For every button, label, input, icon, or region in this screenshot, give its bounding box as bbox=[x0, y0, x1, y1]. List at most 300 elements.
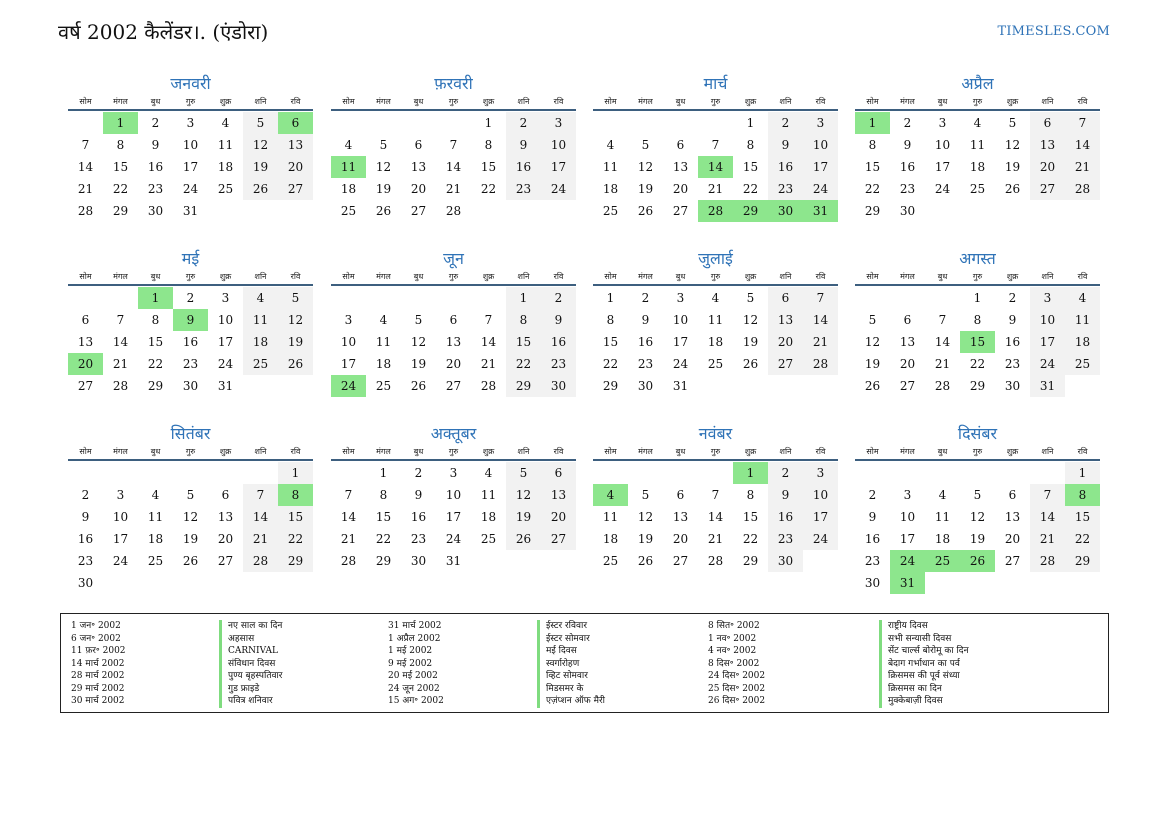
weekend-day-cell: 5 bbox=[278, 287, 313, 309]
day-cell: 16 bbox=[899, 160, 916, 174]
day-cell: 2 bbox=[151, 116, 160, 130]
day-cell: 29 bbox=[147, 379, 164, 393]
weekday-label: शनि bbox=[1041, 97, 1054, 106]
day-cell: 7 bbox=[344, 488, 353, 502]
page-title: वर्ष 2002 कैलेंडर।. (एंडोरा) bbox=[58, 20, 269, 44]
empty-cell bbox=[68, 112, 103, 134]
weekday-label: बुध bbox=[150, 447, 161, 456]
weekend-day-cell: 31 bbox=[1030, 375, 1065, 397]
weekend-day-cell: 24 bbox=[803, 528, 838, 550]
day-cell: 16 bbox=[410, 510, 427, 524]
day-cell: 3 bbox=[676, 291, 685, 305]
weekend-day-cell: 10 bbox=[803, 484, 838, 506]
day-cell: 11 bbox=[375, 335, 392, 349]
day-cell: 26 bbox=[375, 204, 392, 218]
day-cell: 18 bbox=[934, 532, 951, 546]
day-cell: 6 bbox=[221, 488, 230, 502]
holiday-dates-col-1 bbox=[71, 620, 126, 708]
day-cell: 5 bbox=[868, 313, 877, 327]
month-name: दिसंबर bbox=[957, 424, 998, 443]
day-grid bbox=[593, 112, 838, 222]
holiday-dates-col-3 bbox=[708, 620, 765, 708]
weekend-day-cell: 16 bbox=[768, 506, 803, 528]
holiday-day-cell: 1 bbox=[138, 287, 173, 309]
holiday-names-col-1 bbox=[219, 620, 282, 708]
day-cell: 22 bbox=[742, 182, 759, 196]
month-block bbox=[331, 247, 576, 397]
weekday-label: शनि bbox=[779, 97, 792, 106]
day-cell: 7 bbox=[484, 313, 493, 327]
day-cell: 12 bbox=[637, 160, 654, 174]
day-cell: 27 bbox=[77, 379, 94, 393]
holiday-day-cell: 14 bbox=[698, 156, 733, 178]
day-cell: 14 bbox=[480, 335, 497, 349]
weekend-day-cell: 28 bbox=[803, 353, 838, 375]
day-cell: 20 bbox=[672, 182, 689, 196]
day-cell: 31 bbox=[672, 379, 689, 393]
weekday-label: शुक्र bbox=[482, 447, 495, 456]
weekday-label: बुध bbox=[675, 272, 686, 281]
day-cell: 2 bbox=[641, 291, 650, 305]
day-cell: 28 bbox=[707, 554, 724, 568]
weekday-label: बुध bbox=[413, 447, 424, 456]
day-cell: 25 bbox=[707, 357, 724, 371]
day-grid bbox=[68, 287, 313, 397]
day-cell: 8 bbox=[746, 488, 755, 502]
weekend-day-cell: 5 bbox=[506, 462, 541, 484]
day-grid bbox=[593, 287, 838, 397]
day-cell: 5 bbox=[1008, 116, 1017, 130]
day-cell: 17 bbox=[445, 510, 462, 524]
weekend-day-cell: 2 bbox=[541, 287, 576, 309]
holiday-name: एज़ंप्शन ऑफ मैरी bbox=[537, 695, 605, 708]
empty-cell bbox=[103, 462, 138, 484]
holiday-date: 11 फ़र॰ 2002 bbox=[71, 646, 126, 656]
weekend-day-cell: 23 bbox=[768, 178, 803, 200]
weekday-label: मंगल bbox=[638, 97, 653, 106]
day-cell: 8 bbox=[379, 488, 388, 502]
day-cell: 11 bbox=[217, 138, 234, 152]
empty-cell bbox=[68, 287, 103, 309]
day-cell: 12 bbox=[742, 313, 759, 327]
weekday-label: बुध bbox=[937, 272, 948, 281]
day-cell: 15 bbox=[480, 160, 497, 174]
holiday-date: 25 दिस॰ 2002 bbox=[708, 683, 766, 694]
weekend-day-cell: 30 bbox=[768, 550, 803, 572]
day-cell: 30 bbox=[1004, 379, 1021, 393]
weekend-day-cell: 16 bbox=[506, 156, 541, 178]
empty-cell bbox=[663, 462, 698, 484]
day-cell: 28 bbox=[480, 379, 497, 393]
weekday-label: शुक्र bbox=[1006, 447, 1019, 456]
day-cell: 24 bbox=[672, 357, 689, 371]
day-cell: 13 bbox=[1004, 510, 1021, 524]
day-cell: 14 bbox=[77, 160, 94, 174]
day-cell: 28 bbox=[112, 379, 129, 393]
weekend-day-cell: 6 bbox=[1030, 112, 1065, 134]
weekday-label: सोम bbox=[79, 447, 92, 456]
day-cell: 18 bbox=[707, 335, 724, 349]
day-cell: 13 bbox=[217, 510, 234, 524]
weekday-label: शनि bbox=[1041, 447, 1054, 456]
holiday-date: 20 मई 2002 bbox=[388, 671, 438, 681]
holiday-date: 8 दिस॰ 2002 bbox=[708, 658, 760, 669]
day-cell: 21 bbox=[77, 182, 94, 196]
weekday-label: सोम bbox=[79, 272, 92, 281]
holiday-day-cell: 8 bbox=[278, 484, 313, 506]
day-cell: 1 bbox=[606, 291, 615, 305]
weekend-day-cell: 3 bbox=[803, 112, 838, 134]
day-grid bbox=[855, 462, 1100, 594]
day-cell: 5 bbox=[641, 138, 650, 152]
empty-cell bbox=[855, 462, 890, 484]
day-cell: 24 bbox=[112, 554, 129, 568]
holiday-name: पुण्य बृहस्पतिवार bbox=[219, 670, 282, 683]
weekend-day-cell: 30 bbox=[541, 375, 576, 397]
day-cell: 5 bbox=[973, 488, 982, 502]
day-cell: 9 bbox=[414, 488, 423, 502]
holiday-day-cell: 31 bbox=[890, 572, 925, 594]
weekday-label: गुरु bbox=[448, 447, 459, 456]
day-cell: 25 bbox=[969, 182, 986, 196]
weekend-day-cell: 1 bbox=[278, 462, 313, 484]
holiday-name: गुड फ्राइडे bbox=[219, 683, 282, 696]
weekend-day-cell: 13 bbox=[278, 134, 313, 156]
weekday-label: गुरु bbox=[185, 447, 196, 456]
holiday-day-cell: 6 bbox=[278, 112, 313, 134]
holiday-day-cell: 4 bbox=[593, 484, 628, 506]
day-cell: 27 bbox=[410, 204, 427, 218]
holiday-name: बेदाग गर्भाधान का पर्व bbox=[879, 658, 969, 671]
day-cell: 7 bbox=[449, 138, 458, 152]
month-name: जुलाई bbox=[698, 249, 733, 268]
weekday-header bbox=[331, 270, 576, 286]
month-block bbox=[855, 422, 1100, 594]
day-cell: 11 bbox=[707, 313, 724, 327]
empty-cell bbox=[628, 112, 663, 134]
day-cell: 13 bbox=[445, 335, 462, 349]
weekend-day-cell: 18 bbox=[1065, 331, 1100, 353]
day-cell: 30 bbox=[77, 576, 94, 590]
empty-cell bbox=[890, 287, 925, 309]
weekend-day-cell: 12 bbox=[278, 309, 313, 331]
day-cell: 16 bbox=[77, 532, 94, 546]
day-cell: 18 bbox=[147, 532, 164, 546]
weekend-day-cell: 15 bbox=[278, 506, 313, 528]
weekday-label: बुध bbox=[675, 447, 686, 456]
day-cell: 25 bbox=[602, 554, 619, 568]
day-cell: 6 bbox=[81, 313, 90, 327]
month-name: मार्च bbox=[703, 74, 728, 93]
day-cell: 23 bbox=[182, 357, 199, 371]
day-cell: 23 bbox=[410, 532, 427, 546]
weekend-day-cell: 2 bbox=[506, 112, 541, 134]
holiday-date: 24 जून 2002 bbox=[388, 683, 440, 694]
weekend-day-cell: 22 bbox=[1065, 528, 1100, 550]
day-cell: 25 bbox=[480, 532, 497, 546]
day-cell: 13 bbox=[672, 160, 689, 174]
weekday-label: गुरु bbox=[185, 272, 196, 281]
weekday-label: रवि bbox=[1077, 447, 1088, 456]
day-cell: 3 bbox=[186, 116, 195, 130]
weekend-day-cell: 19 bbox=[243, 156, 278, 178]
day-cell: 2 bbox=[81, 488, 90, 502]
day-cell: 17 bbox=[112, 532, 129, 546]
day-cell: 17 bbox=[934, 160, 951, 174]
day-cell: 24 bbox=[445, 532, 462, 546]
holiday-day-cell: 30 bbox=[768, 200, 803, 222]
day-cell: 25 bbox=[602, 204, 619, 218]
day-grid bbox=[855, 112, 1100, 222]
day-cell: 8 bbox=[606, 313, 615, 327]
holiday-day-cell: 26 bbox=[960, 550, 995, 572]
weekend-day-cell: 1 bbox=[506, 287, 541, 309]
weekday-header bbox=[855, 95, 1100, 111]
day-cell: 27 bbox=[1004, 554, 1021, 568]
day-cell: 13 bbox=[899, 335, 916, 349]
month-name: फ़रवरी bbox=[434, 74, 473, 93]
day-cell: 7 bbox=[938, 313, 947, 327]
day-cell: 11 bbox=[147, 510, 164, 524]
day-cell: 8 bbox=[484, 138, 493, 152]
month-block bbox=[331, 422, 576, 572]
weekday-label: सोम bbox=[342, 447, 355, 456]
day-cell: 19 bbox=[969, 532, 986, 546]
day-cell: 15 bbox=[864, 160, 881, 174]
holiday-name: मई दिवस bbox=[537, 645, 605, 658]
day-cell: 27 bbox=[217, 554, 234, 568]
day-cell: 11 bbox=[602, 510, 619, 524]
weekend-day-cell: 12 bbox=[243, 134, 278, 156]
weekend-day-cell: 10 bbox=[1030, 309, 1065, 331]
empty-cell bbox=[331, 462, 366, 484]
empty-cell bbox=[401, 287, 436, 309]
day-cell: 14 bbox=[340, 510, 357, 524]
holiday-day-cell: 1 bbox=[103, 112, 138, 134]
weekday-label: बुध bbox=[150, 97, 161, 106]
weekday-label: बुध bbox=[937, 447, 948, 456]
weekday-label: गुरु bbox=[972, 447, 983, 456]
day-cell: 18 bbox=[217, 160, 234, 174]
day-cell: 30 bbox=[182, 379, 199, 393]
weekday-label: मंगल bbox=[376, 447, 391, 456]
day-cell: 4 bbox=[151, 488, 160, 502]
day-cell: 3 bbox=[116, 488, 125, 502]
empty-cell bbox=[103, 287, 138, 309]
day-cell: 9 bbox=[641, 313, 650, 327]
weekend-day-cell: 28 bbox=[1065, 178, 1100, 200]
weekday-label: गुरु bbox=[710, 97, 721, 106]
day-cell: 19 bbox=[637, 532, 654, 546]
weekday-label: बुध bbox=[675, 97, 686, 106]
empty-cell bbox=[208, 462, 243, 484]
weekend-day-cell: 10 bbox=[541, 134, 576, 156]
weekday-header bbox=[593, 270, 838, 286]
month-block bbox=[593, 247, 838, 397]
weekend-day-cell: 24 bbox=[541, 178, 576, 200]
weekend-day-cell: 20 bbox=[541, 506, 576, 528]
weekday-label: शनि bbox=[1041, 272, 1054, 281]
weekend-day-cell: 20 bbox=[1030, 156, 1065, 178]
month-name: जनवरी bbox=[170, 74, 211, 93]
weekday-label: मंगल bbox=[900, 97, 915, 106]
day-cell: 17 bbox=[672, 335, 689, 349]
day-cell: 14 bbox=[934, 335, 951, 349]
weekend-day-cell: 16 bbox=[541, 331, 576, 353]
day-cell: 9 bbox=[903, 138, 912, 152]
weekday-label: शुक्र bbox=[744, 272, 757, 281]
day-cell: 25 bbox=[217, 182, 234, 196]
holiday-names-col-2 bbox=[537, 620, 605, 708]
weekday-label: रवि bbox=[1077, 97, 1088, 106]
weekday-label: रवि bbox=[290, 447, 301, 456]
day-cell: 23 bbox=[77, 554, 94, 568]
day-cell: 2 bbox=[903, 116, 912, 130]
weekday-label: शनि bbox=[254, 272, 267, 281]
day-cell: 12 bbox=[182, 510, 199, 524]
weekend-day-cell: 21 bbox=[1065, 156, 1100, 178]
weekday-label: सोम bbox=[79, 97, 92, 106]
weekday-header bbox=[68, 270, 313, 286]
day-cell: 5 bbox=[414, 313, 423, 327]
weekday-label: बुध bbox=[413, 272, 424, 281]
weekday-label: गुरु bbox=[972, 97, 983, 106]
day-cell: 28 bbox=[77, 204, 94, 218]
weekend-day-cell: 28 bbox=[1030, 550, 1065, 572]
day-cell: 9 bbox=[81, 510, 90, 524]
day-cell: 16 bbox=[637, 335, 654, 349]
weekday-label: बुध bbox=[150, 272, 161, 281]
day-cell: 6 bbox=[449, 313, 458, 327]
weekday-header bbox=[68, 445, 313, 461]
weekday-label: मंगल bbox=[113, 272, 128, 281]
day-cell: 24 bbox=[934, 182, 951, 196]
holiday-names-col-3 bbox=[879, 620, 969, 708]
day-cell: 20 bbox=[899, 357, 916, 371]
day-cell: 27 bbox=[899, 379, 916, 393]
weekday-label: शुक्र bbox=[219, 97, 232, 106]
day-cell: 15 bbox=[742, 160, 759, 174]
weekend-day-cell: 4 bbox=[1065, 287, 1100, 309]
weekday-label: सोम bbox=[604, 447, 617, 456]
day-cell: 22 bbox=[480, 182, 497, 196]
holiday-day-cell: 25 bbox=[925, 550, 960, 572]
holiday-name: अहसास bbox=[219, 633, 282, 646]
day-cell: 10 bbox=[445, 488, 462, 502]
day-cell: 17 bbox=[899, 532, 916, 546]
holiday-day-cell: 8 bbox=[1065, 484, 1100, 506]
holiday-day-cell: 24 bbox=[331, 375, 366, 397]
day-cell: 18 bbox=[340, 182, 357, 196]
empty-cell bbox=[173, 462, 208, 484]
weekday-label: शुक्र bbox=[744, 97, 757, 106]
day-cell: 1 bbox=[379, 466, 388, 480]
holiday-day-cell: 11 bbox=[331, 156, 366, 178]
day-cell: 10 bbox=[182, 138, 199, 152]
day-cell: 9 bbox=[151, 138, 160, 152]
empty-cell bbox=[401, 112, 436, 134]
weekday-label: शनि bbox=[254, 447, 267, 456]
day-cell: 7 bbox=[711, 488, 720, 502]
month-block bbox=[593, 72, 838, 222]
holiday-day-cell: 1 bbox=[733, 462, 768, 484]
weekday-label: रवि bbox=[815, 447, 826, 456]
empty-cell bbox=[925, 462, 960, 484]
weekend-day-cell: 14 bbox=[243, 506, 278, 528]
day-cell: 21 bbox=[445, 182, 462, 196]
holiday-date: 9 मई 2002 bbox=[388, 658, 433, 669]
day-cell: 30 bbox=[410, 554, 427, 568]
day-cell: 3 bbox=[221, 291, 230, 305]
day-cell: 18 bbox=[480, 510, 497, 524]
day-cell: 20 bbox=[672, 532, 689, 546]
weekday-label: मंगल bbox=[376, 272, 391, 281]
day-cell: 31 bbox=[217, 379, 234, 393]
holiday-name: पवित्र शनिवार bbox=[219, 695, 282, 708]
day-cell: 10 bbox=[672, 313, 689, 327]
day-cell: 23 bbox=[864, 554, 881, 568]
weekday-label: गुरु bbox=[710, 272, 721, 281]
weekend-day-cell: 11 bbox=[243, 309, 278, 331]
weekday-label: शनि bbox=[254, 97, 267, 106]
day-cell: 26 bbox=[637, 204, 654, 218]
month-name: अगस्त bbox=[959, 249, 996, 268]
day-cell: 26 bbox=[410, 379, 427, 393]
weekday-header bbox=[68, 95, 313, 111]
day-cell: 22 bbox=[147, 357, 164, 371]
day-cell: 5 bbox=[641, 488, 650, 502]
day-cell: 27 bbox=[445, 379, 462, 393]
weekday-label: सोम bbox=[342, 272, 355, 281]
day-cell: 20 bbox=[217, 532, 234, 546]
day-cell: 4 bbox=[973, 116, 982, 130]
day-cell: 26 bbox=[182, 554, 199, 568]
day-cell: 4 bbox=[344, 138, 353, 152]
weekend-day-cell: 23 bbox=[506, 178, 541, 200]
weekend-day-cell: 8 bbox=[506, 309, 541, 331]
weekday-label: गुरु bbox=[448, 272, 459, 281]
day-cell: 8 bbox=[746, 138, 755, 152]
day-cell: 22 bbox=[864, 182, 881, 196]
weekend-day-cell: 6 bbox=[541, 462, 576, 484]
day-cell: 31 bbox=[182, 204, 199, 218]
empty-cell bbox=[331, 112, 366, 134]
day-grid bbox=[331, 287, 576, 397]
weekend-day-cell: 27 bbox=[768, 353, 803, 375]
day-cell: 30 bbox=[147, 204, 164, 218]
day-cell: 18 bbox=[602, 182, 619, 196]
day-cell: 4 bbox=[938, 488, 947, 502]
day-cell: 8 bbox=[868, 138, 877, 152]
day-cell: 22 bbox=[602, 357, 619, 371]
empty-cell bbox=[925, 287, 960, 309]
weekend-day-cell: 23 bbox=[768, 528, 803, 550]
day-cell: 8 bbox=[151, 313, 160, 327]
site-link[interactable]: TIMESLES.COM bbox=[997, 24, 1110, 39]
weekday-label: सोम bbox=[604, 97, 617, 106]
day-cell: 23 bbox=[147, 182, 164, 196]
weekday-label: गुरु bbox=[185, 97, 196, 106]
weekend-day-cell: 15 bbox=[1065, 506, 1100, 528]
day-cell: 15 bbox=[602, 335, 619, 349]
weekday-label: शुक्र bbox=[1006, 272, 1019, 281]
empty-cell bbox=[243, 462, 278, 484]
month-block bbox=[855, 72, 1100, 222]
empty-cell bbox=[331, 287, 366, 309]
empty-cell bbox=[366, 112, 401, 134]
weekday-header bbox=[593, 445, 838, 461]
day-cell: 1 bbox=[746, 116, 755, 130]
